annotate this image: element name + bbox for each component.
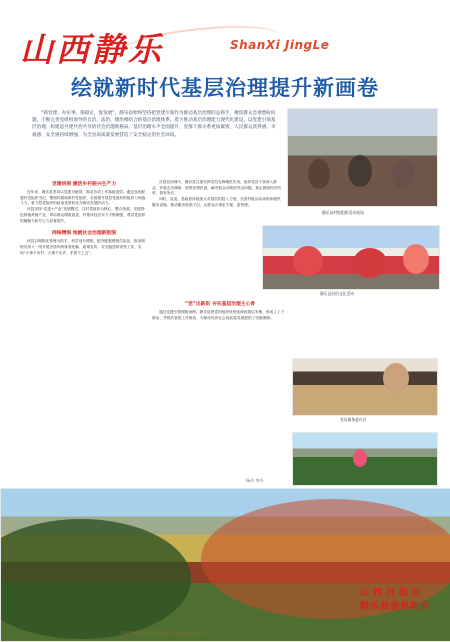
- section-heading-3: 网格精细 绘就社会治理新版图: [51, 231, 117, 237]
- footer-newspaper: 山西日报社: [360, 588, 426, 598]
- section-heading-1: 党建统领 激活乡村振兴生产力: [51, 182, 117, 187]
- footer-note: 本版文字由静乐县委宣传部提供 中共静乐县委组织部 主办: [120, 631, 210, 635]
- masthead-subtitle: ShanXi JingLe: [230, 38, 330, 52]
- photo-caption-1: 静乐县村级组织活动现场: [322, 210, 364, 215]
- footer-government: 静乐县委县政府: [360, 602, 431, 612]
- masthead-title: 山西静乐: [20, 30, 164, 69]
- photo-harvest-fields: [0, 488, 450, 642]
- section-heading-2: “党”出新彩 夯实基层治理主心骨: [184, 302, 256, 307]
- photo-caption-2: 静乐县民俗文化活动: [320, 291, 355, 296]
- article-column-left: 党建统领 激活乡村振兴生产力 近年来，静乐县坚持以党建为统领，推动各项工作落地见效。通过选优配强村党组织书记，整顿软弱涣散村党组织，全面提升基层党组织的组织力和战斗力，着力将党组织的政治优势转化为推动发展的动力。 该县坚持“党建+产业”发展模式，以村党组织为核心，整合资源，发展特色种植养殖产业，带动群众增收致富，村集体经济实力不断增强，基层党组织的凝聚力和号召力显著提升。 网格精细 绘就社会治理新版图 该县以网格化管理为抓手，科学划分网格，配齐配强网格员队伍，推动网格员深入一线开展矛盾纠纷排查化解、政策宣传、安全隐患排查等工作，实现“小事不出村、大事不出乡、矛盾不上交”。: [20, 180, 148, 256]
- page-headline: 绘就新时代基层治理提升新画卷: [71, 75, 379, 100]
- article-column-right: “党”出新彩 夯实基层治理主心骨 通过党建引领网格治理，静乐县把党的组织优势延伸到基层末梢，形成了上下联动、齐抓共管的工作格局，为推动经济社会高质量发展提供了坚强保障。: [152, 300, 288, 321]
- intro-paragraph: “抓党建、办实事、保稳定，促发展”，静乐县始终坚持把党建引领作为推动基层治理的总抓手，聚焦群众急难愁盼问题，不断完善党组织领导的自治、法治、德治相结合的基层治理体系，着力推动基层治理能力现代化建设，以党建引领基层治理，构建起共建共治共享的社会治理新格局。基层治理水平全面提升，党群干群关系更加紧密，人民群众获得感、幸福感、安全感持续增强，为全县高质量发展营造了安全稳定的社会环境。: [32, 111, 276, 138]
- author-byline: 杨丹 李丹: [246, 478, 264, 483]
- photo-meeting: [287, 108, 438, 207]
- photo-service: [292, 358, 438, 416]
- photo-fields: [292, 432, 438, 486]
- photo-caption-3: 党员服务进社区: [340, 417, 367, 422]
- photo-festival: [262, 225, 440, 290]
- article-column-mid: 在基层治理中，静乐县注重发挥党员先锋模范作用，组织党员干部深入群众，开展走访调研，收集民情民意，解决群众反映的突出问题，真正做到民有所呼、我有所应。 同时，县委、县政府持续加大对基层的投入力度，完善村级活动场所和便民服务设施，推动服务资源下沉，让群众办事更方便、更快捷。: [152, 180, 282, 207]
